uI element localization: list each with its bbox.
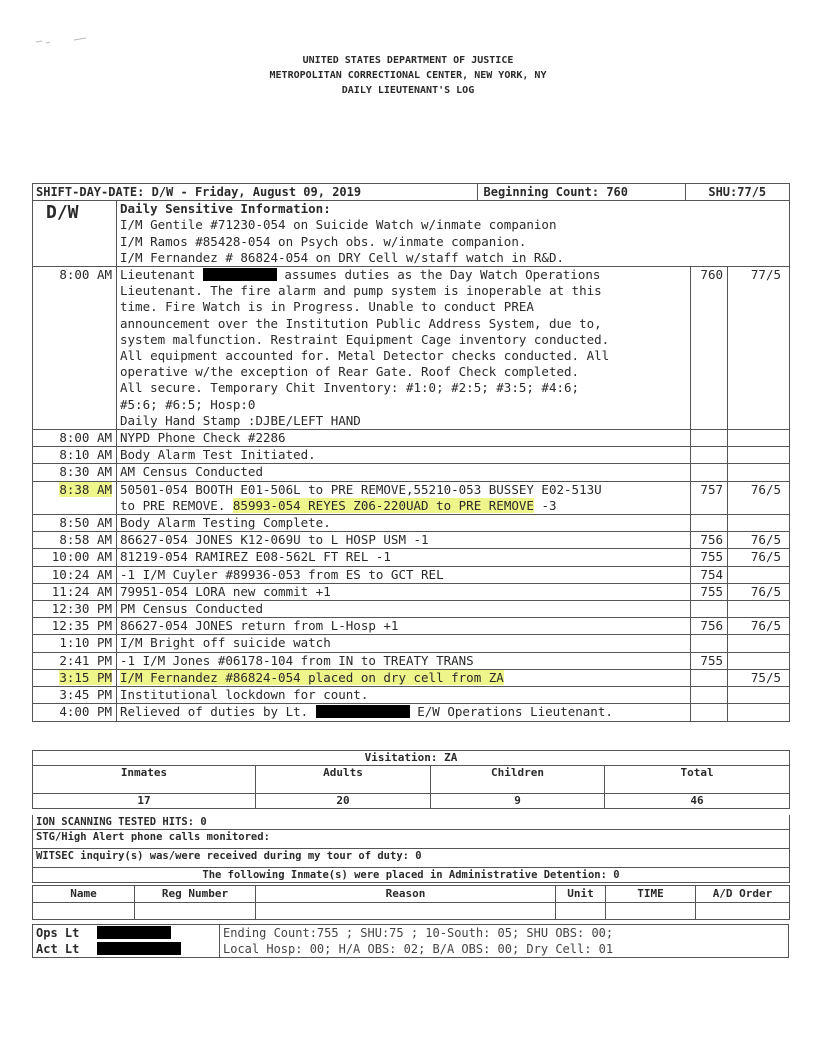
entry-shu <box>728 601 790 618</box>
ad-header-order: A/D Order <box>696 886 790 903</box>
log-entry <box>33 267 790 430</box>
entry-text: -3 <box>541 497 557 513</box>
log-entry <box>33 549 790 566</box>
entry-time: 8:50 AM <box>33 515 117 532</box>
entry-text: Relieved of duties by Lt. <box>120 704 309 720</box>
entry-shu: 77/5 <box>728 267 790 430</box>
ending-count-line: Ending Count:755 ; SHU:75 ; 10-South: 05; SHU OBS: 00; <box>223 926 614 940</box>
entry-text: #5:6; #6:5; Hosp:0 <box>120 396 256 412</box>
entry-shu: 76/5 <box>728 618 790 635</box>
visitation-header: Children <box>431 766 605 794</box>
entry-shu <box>728 430 790 447</box>
entry-shu <box>728 566 790 583</box>
log-entry <box>33 669 790 686</box>
redaction-block <box>97 926 171 939</box>
ion-scanning: ION SCANNING TESTED HITS: 0 <box>33 815 790 830</box>
log-entry <box>33 447 790 464</box>
entry-text: I/M Bright off suicide watch <box>117 635 691 652</box>
shift-code: D/W <box>46 202 79 224</box>
entry-time: 8:00 AM <box>33 267 117 430</box>
ad-header-unit: Unit <box>556 886 606 903</box>
entry-count <box>691 669 728 686</box>
entry-text: announcement over the Institution Public Address System, due to, <box>120 315 602 331</box>
log-entry <box>33 583 790 600</box>
entry-text: assumes duties as the Day Watch Operations <box>284 267 601 283</box>
visitation-header: Inmates <box>33 766 256 794</box>
entry-time: 12:35 PM <box>33 618 117 635</box>
admin-detention-table <box>32 885 790 920</box>
entry-text: -1 I/M Jones #06178-104 from IN to TREATY TRANS <box>117 652 691 669</box>
witsec-inquiry: WITSEC inquiry(s) was/were received during my tour of duty: 0 <box>33 849 790 868</box>
ad-header-reason: Reason <box>256 886 556 903</box>
entry-text: operative w/the exception of Rear Gate. Roof Check completed. <box>120 364 580 380</box>
log-entry <box>33 515 790 532</box>
entry-text: Institutional lockdown for count. <box>117 687 691 704</box>
header-line-3: DAILY LIEUTENANT'S LOG <box>341 85 475 96</box>
ad-empty-row <box>33 903 790 920</box>
entry-text: Body Alarm Test Initiated. <box>117 447 691 464</box>
entry-time: 10:00 AM <box>33 549 117 566</box>
entry-text: PM Census Conducted <box>117 601 691 618</box>
log-entry <box>33 532 790 549</box>
log-entry <box>33 481 790 514</box>
entry-shu <box>728 464 790 481</box>
entry-time: 8:10 AM <box>33 447 117 464</box>
entry-time: 4:00 PM <box>33 704 117 721</box>
entry-count: 760 <box>691 267 728 430</box>
entry-time: 8:00 AM <box>33 430 117 447</box>
highlighted-text: I/M Fernandez #86824-054 placed on dry cell from ZA <box>120 669 504 685</box>
entry-text: 79951-054 LORA new commit +1 <box>117 583 691 600</box>
entry-count: 755 <box>691 549 728 566</box>
entry-text: 50501-054 BOOTH E01-506L to PRE REMOVE,55210-053 BUSSEY E02-513U <box>120 481 602 497</box>
scan-artifact-mark <box>34 36 94 46</box>
sensitive-info-row <box>33 201 790 267</box>
ad-header-name: Name <box>33 886 135 903</box>
entry-time: 11:24 AM <box>33 583 117 600</box>
entry-text: 86627-054 JONES return from L-Hosp +1 <box>117 618 691 635</box>
ops-lt-label: Ops Lt <box>36 926 80 940</box>
sensitive-line: I/M Fernandez # 86824-054 on DRY Cell w/staff watch in R&D. <box>120 249 565 265</box>
entry-text: to PRE REMOVE. <box>120 497 226 513</box>
sensitive-line: I/M Gentile #71230-054 on Suicide Watch w/inmate companion <box>120 217 557 233</box>
entry-shu <box>728 447 790 464</box>
ad-header-time: TIME <box>606 886 696 903</box>
redaction-block <box>316 705 410 718</box>
log-entry <box>33 601 790 618</box>
highlighted-text: 85993-054 REYES Z06-220UAD to PRE REMOVE <box>232 497 534 513</box>
entry-count <box>691 464 728 481</box>
log-entry <box>33 566 790 583</box>
entry-text: 86627-054 JONES K12-069U to L HOSP USM -1 <box>117 532 691 549</box>
log-entry <box>33 464 790 481</box>
entry-text: All secure. Temporary Chit Inventory: #1:0; #2:5; #3:5; #4:6; <box>120 380 580 396</box>
header-line-1: UNITED STATES DEPARTMENT OF JUSTICE <box>302 55 514 66</box>
log-entry <box>33 635 790 652</box>
entry-text: system malfunction. Restraint Equipment Cage inventory conducted. <box>120 331 610 347</box>
shift-day-date: SHIFT-DAY-DATE: D/W - Friday, August 09, 2019 <box>33 184 477 200</box>
act-lt-label: Act Lt <box>36 942 80 956</box>
admin-detention: The following Inmate(s) were placed in Administrative Detention: 0 <box>33 868 790 883</box>
entry-time: 3:15 PM <box>59 669 112 685</box>
entry-time: 10:24 AM <box>33 566 117 583</box>
entry-count <box>691 515 728 532</box>
log-entry <box>33 652 790 669</box>
entry-text: NYPD Phone Check #2286 <box>117 430 691 447</box>
entry-count: 756 <box>691 532 728 549</box>
entry-text: time. Fire Watch is in Progress. Unable to conduct PREA <box>120 299 534 315</box>
visitation-banner: Visitation: ZA <box>33 751 790 766</box>
shu-count: SHU:77/5 <box>708 185 767 199</box>
visitation-value: 46 <box>605 794 790 809</box>
entry-count: 755 <box>691 583 728 600</box>
visitation-header: Total <box>605 766 790 794</box>
entry-shu: 75/5 <box>728 669 790 686</box>
entry-count <box>691 447 728 464</box>
entry-shu: 76/5 <box>728 583 790 600</box>
entry-text: AM Census Conducted <box>117 464 691 481</box>
entry-count: 756 <box>691 618 728 635</box>
entry-shu: 76/5 <box>728 549 790 566</box>
entry-text: 81219-054 RAMIREZ E08-562L FT REL -1 <box>117 549 691 566</box>
document-header <box>0 53 816 98</box>
entry-count <box>691 635 728 652</box>
entry-text: E/W Operations Lieutenant. <box>417 704 613 720</box>
entry-count <box>691 601 728 618</box>
redaction-block <box>97 942 181 955</box>
log-entry <box>33 430 790 447</box>
beginning-count: Beginning Count: 760 <box>477 184 685 200</box>
log-entry <box>33 704 790 721</box>
entry-shu: 76/5 <box>728 532 790 549</box>
entry-text: Daily Hand Stamp :DJBE/LEFT HAND <box>120 412 361 428</box>
redaction-block <box>203 268 277 281</box>
entry-text: Lieutenant. The fire alarm and pump system is inoperable at this <box>120 283 602 299</box>
entry-count: 757 <box>691 481 728 514</box>
entry-shu <box>728 515 790 532</box>
entry-text: All equipment accounted for. Metal Detector checks conducted. All <box>120 348 610 364</box>
entry-time: 2:41 PM <box>33 652 117 669</box>
entry-text: -1 I/M Cuyler #89936-053 from ES to GCT REL <box>117 566 691 583</box>
stg-calls: STG/High Alert phone calls monitored: <box>33 830 790 849</box>
ad-header-reg: Reg Number <box>135 886 256 903</box>
log-entry <box>33 687 790 704</box>
entry-time: 8:38 AM <box>59 481 112 497</box>
ending-count-line: Local Hosp: 00; H/A OBS: 02; B/A OBS: 00; Dry Cell: 01 <box>223 942 614 956</box>
log-entry <box>33 618 790 635</box>
entry-shu <box>728 652 790 669</box>
entry-text: Body Alarm Testing Complete. <box>117 515 691 532</box>
signature-table <box>32 924 789 958</box>
entry-time: 1:10 PM <box>33 635 117 652</box>
entry-time: 8:58 AM <box>33 532 117 549</box>
sensitive-line: I/M Ramos #85428-054 on Psych obs. w/inmate companion. <box>120 233 527 249</box>
summary-table <box>32 815 790 883</box>
header-line-2: METROPOLITAN CORRECTIONAL CENTER, NEW YORK, NY <box>269 70 547 81</box>
entry-count <box>691 430 728 447</box>
entry-shu <box>728 635 790 652</box>
entry-text: Lieutenant <box>120 267 196 283</box>
entry-shu: 76/5 <box>728 481 790 514</box>
entry-time: 12:30 PM <box>33 601 117 618</box>
entry-time: 8:30 AM <box>33 464 117 481</box>
entry-count: 754 <box>691 566 728 583</box>
visitation-header: Adults <box>256 766 431 794</box>
sensitive-title: Daily Sensitive Information: <box>120 201 331 217</box>
daily-log-table <box>32 183 790 722</box>
visitation-table <box>32 750 790 809</box>
visitation-value: 17 <box>33 794 256 809</box>
visitation-value: 9 <box>431 794 605 809</box>
entry-time: 3:45 PM <box>33 687 117 704</box>
shift-row <box>33 184 790 201</box>
entry-count: 755 <box>691 652 728 669</box>
visitation-value: 20 <box>256 794 431 809</box>
